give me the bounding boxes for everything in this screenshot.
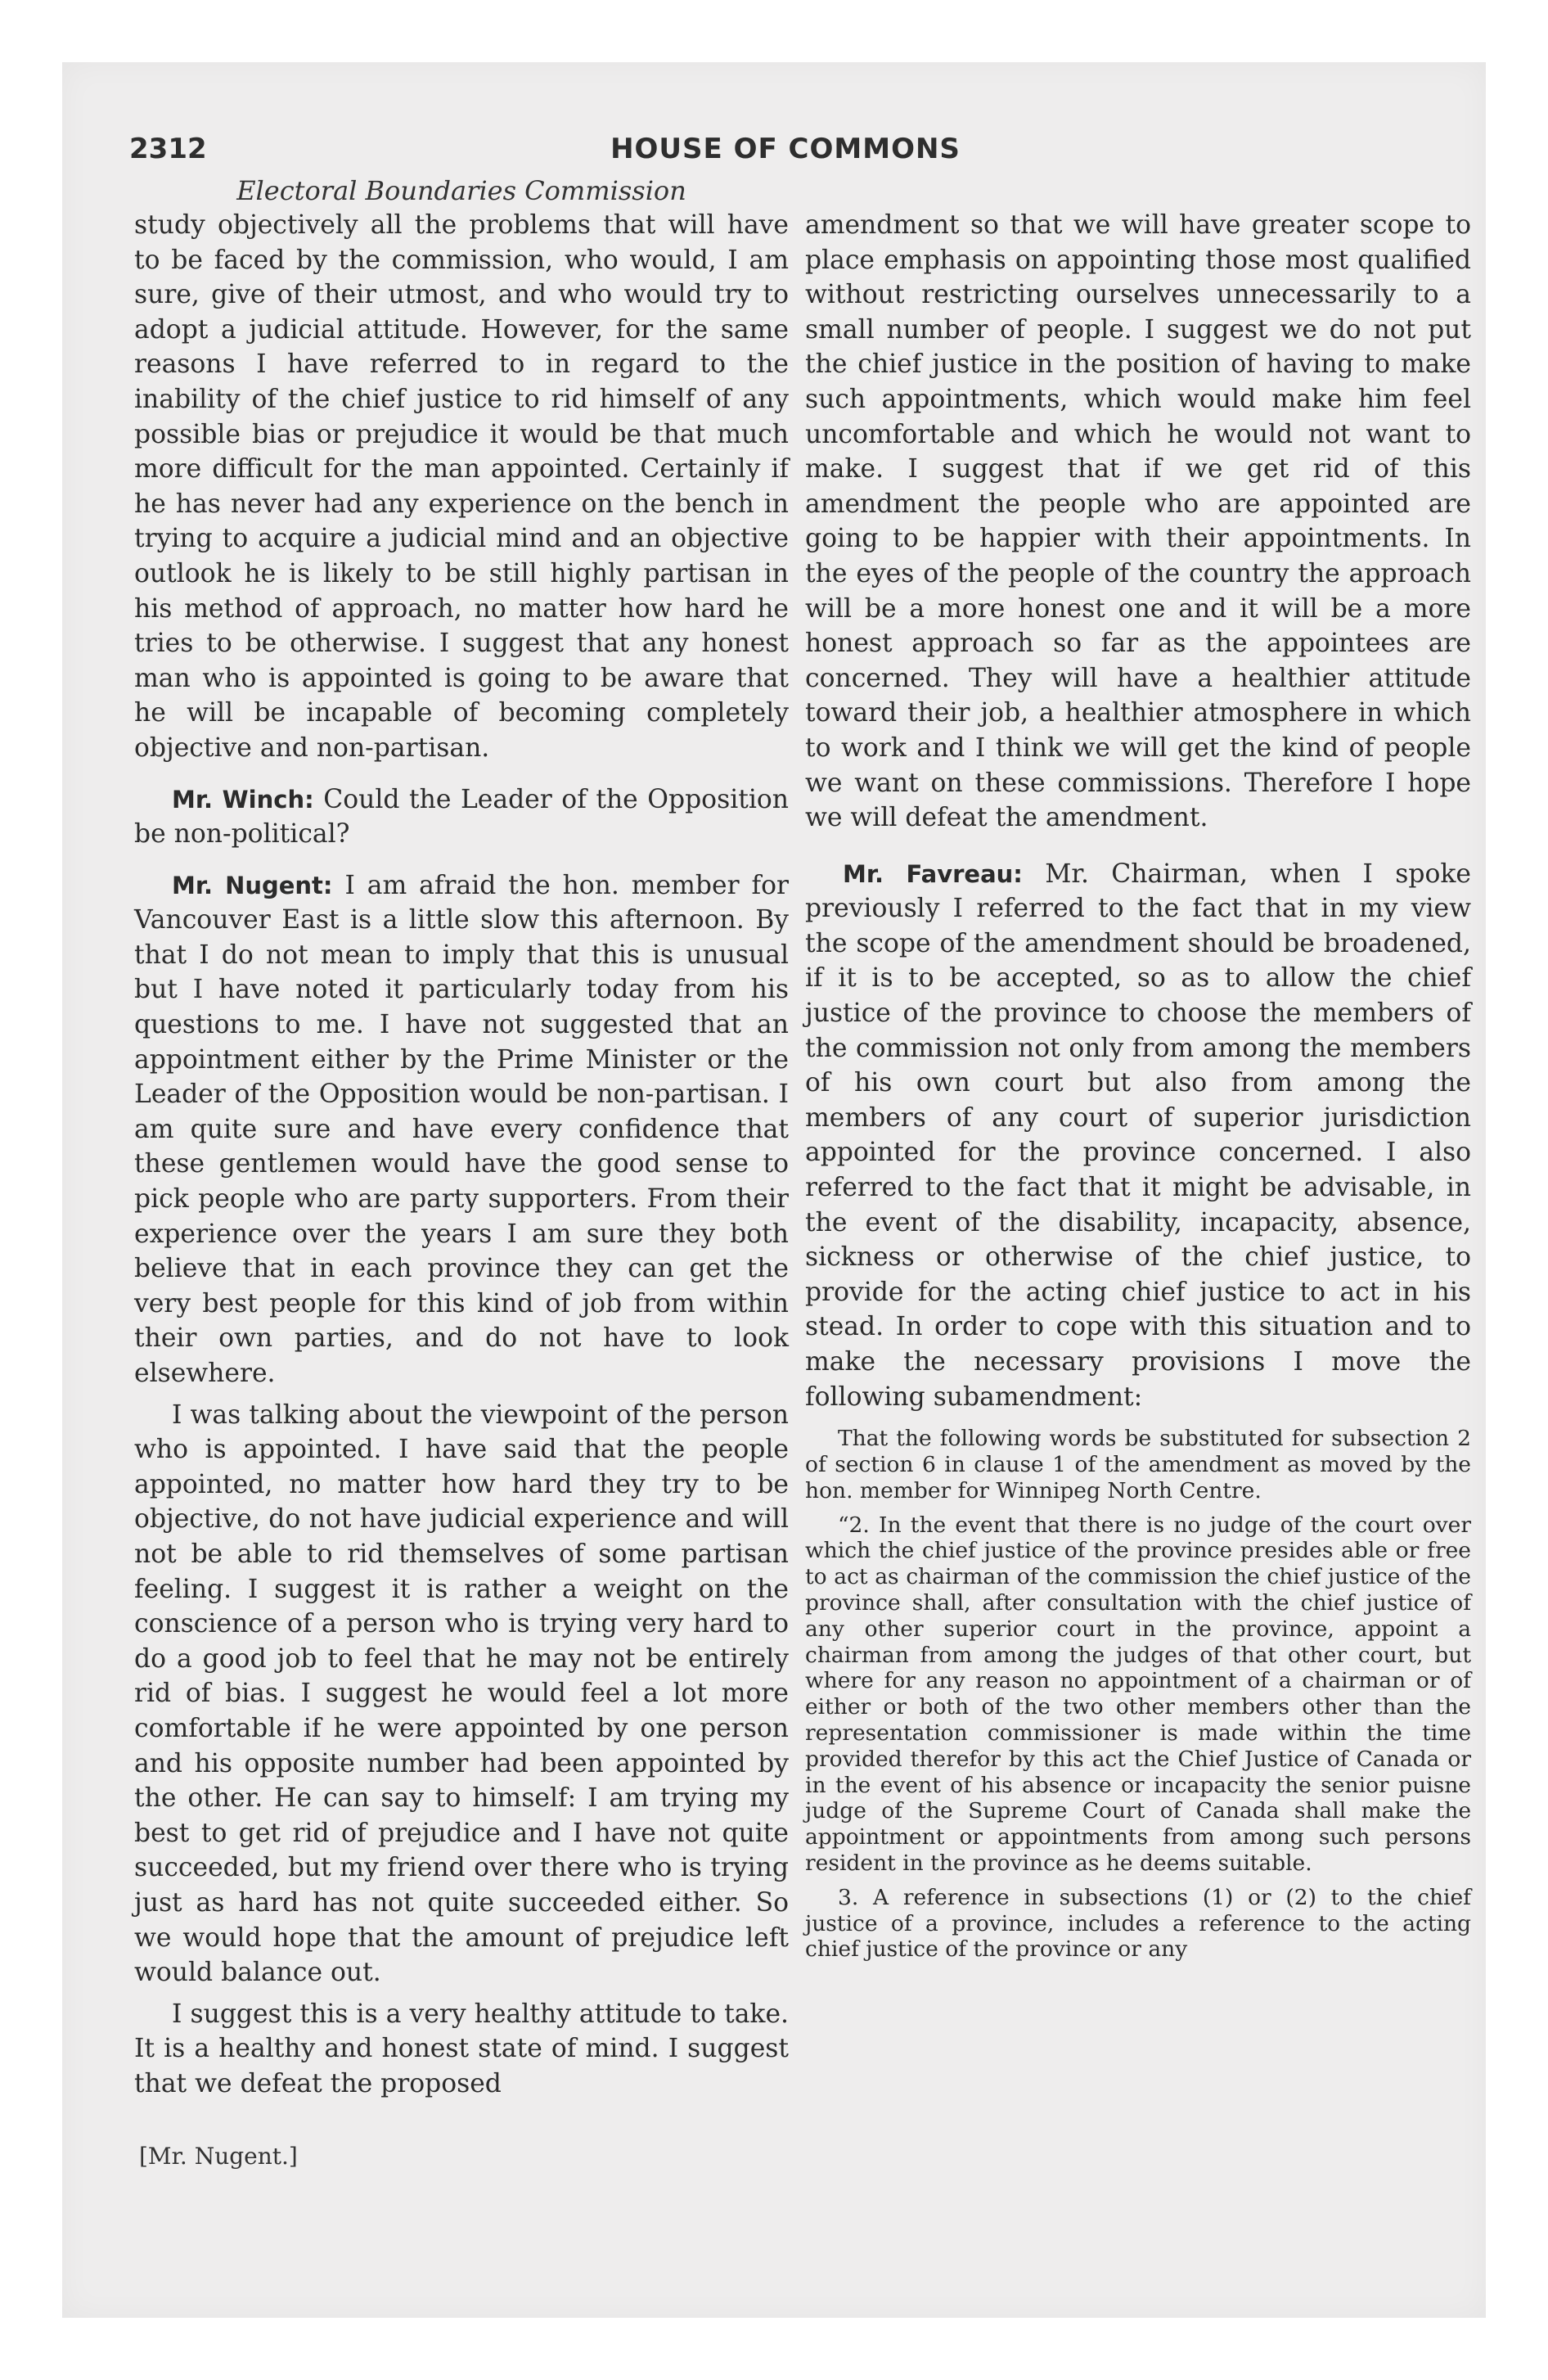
left-column: [134, 208, 789, 2101]
paragraph-continued: study objectively all the problems that will have to be faced by the commission, who would, I am sure, give of their utmost, and who would try to adopt a judicial attitude. However, for the same reasons I have referred to in regard to the inability of the chief justice to rid himself of any possible bias or prejudice it would be that much more difficult for the man appointed. Certainly if he has never had any experience on the bench in trying to acquire a judicial mind and an objective outlook he is likely to be still highly partisan in his method of approach, no matter how hard he tries to be otherwise. I suggest that any honest man who is appointed is going to be aware that he will be incapable of becoming completely objective and non-partisan.: [134, 210, 789, 763]
right-column: [805, 208, 1471, 1963]
running-head: HOUSE OF COMMONS: [610, 133, 961, 165]
speech-nugent: [134, 868, 789, 1391]
paragraph-continued: amendment so that we will have greater scope to place emphasis on appointing those most qualified without restricting ourselves unnecessarily to a small number of people. I suggest we do not put the chief justice in the position of having to make such appointments, which would make him feel uncomfortable and which he would not want to make. I suggest that if we get rid of this amendment the people who are appointed are going to be happier with their appointments. In the eyes of the people of the country the approach will be a more honest one and it will be a more honest approach so far as the appointees are concerned. They will have a healthier attitude toward their job, a healthier atmosphere in which to work and I think we will get the kind of people we want on these commissions. Therefore I hope we will defeat the amendment.: [805, 210, 1471, 833]
speech-text: Could the Leader of the Opposition be non-political?: [134, 784, 790, 850]
motion-text: That the following words be substituted for subsection 2 of section 6 in clause 1 of the amendment as moved by the hon. member for Winnipeg North Centre.: [805, 1426, 1471, 1503]
speech-text: I am afraid the hon. member for Vancouver East is a little slow this afternoon. By that I do not mean to imply that this is unusual but I have noted it particularly today from his questions to me. I have not suggested that an appointment either by the Prime Minister or the Leader of the Opposition would be non-partisan. I am quite sure and have every confidence that these gentlemen would have the good sense to pick people who are party supporters. From their experience over the years I am sure they both believe that in each province they can get the very best people for this kind of job from within their own parties, and do not have to look elsewhere.: [134, 870, 790, 1388]
speaker-name: Mr. Favreau:: [843, 859, 1023, 888]
speech-text: Mr. Chairman, when I spoke previously I referred to the fact that in my view the scope of the amendment should be broadened, if it is to be accepted, so as to allow the chief justice of the province to choose the members of the commission not only from among the members of his own court but also from among the members of any court of superior jurisdiction appointed for the province concerned. I also referred to the fact that it might be advisable, in the event of the disability, incapacity, absence, sickness or otherwise of the chief justice, to provide for the acting chief justice to act in his stead. In order to cope with this situation and to make the necessary provisions I move the following subamendment:: [805, 859, 1471, 1412]
speech-winch: [134, 782, 789, 852]
page-number: 2312: [129, 133, 207, 165]
speaker-name: Mr. Nugent:: [172, 871, 333, 899]
paragraph-viewpoint: I was talking about the viewpoint of the person who is appointed. I have said that the people appointed, no matter how hard they try to be objective, do not have judicial experience and will not be able to rid themselves of some partisan feeling. I suggest it is rather a weight on the conscience of a person who is trying very hard to do a good job to feel that he may not be entirely rid of bias. I suggest he would feel a lot more comfortable if he were appointed by one person and his opposite number had been appointed by the other. He can say to himself: I am trying my best to get rid of prejudice and I have not quite succeeded, but my friend over there who is trying just as hard has not quite succeeded either. So we would hope that the amount of prejudice left would balance out.: [134, 1400, 789, 1988]
paragraph-healthy: I suggest this is a very healthy attitude to take. It is a healthy and honest state of mind. I suggest that we defeat the proposed: [134, 1999, 789, 2098]
subsection-2-text: “2. In the event that there is no judge of the court over which the chief justice of the province presides able or free to act as chairman of the commission the chief justice of the province shall, after consultation with the chief justice of any other superior court in the province, appoint a chairman from among the judges of that other court, but where for any reason no appointment of a chairman or of either or both of the two other members other than the representation commissioner is made within the time provided therefor by this act the Chief Justice of Canada or in the event of his absence or incapacity the senior puisne judge of the Supreme Court of Canada shall make the appointment or appointments from among such persons resident in the province as he deems suitable.: [805, 1512, 1471, 1876]
subject-heading: Electoral Boundaries Commission: [236, 175, 686, 206]
speech-favreau: [805, 857, 1471, 1415]
subsection-3-text: 3. A reference in subsections (1) or (2) to the chief justice of a province, includes a reference to the acting chief justice of the province or any: [805, 1884, 1471, 1963]
speaker-name: Mr. Winch:: [172, 785, 314, 814]
speaker-attribution: [Mr. Nugent.]: [139, 2143, 298, 2170]
